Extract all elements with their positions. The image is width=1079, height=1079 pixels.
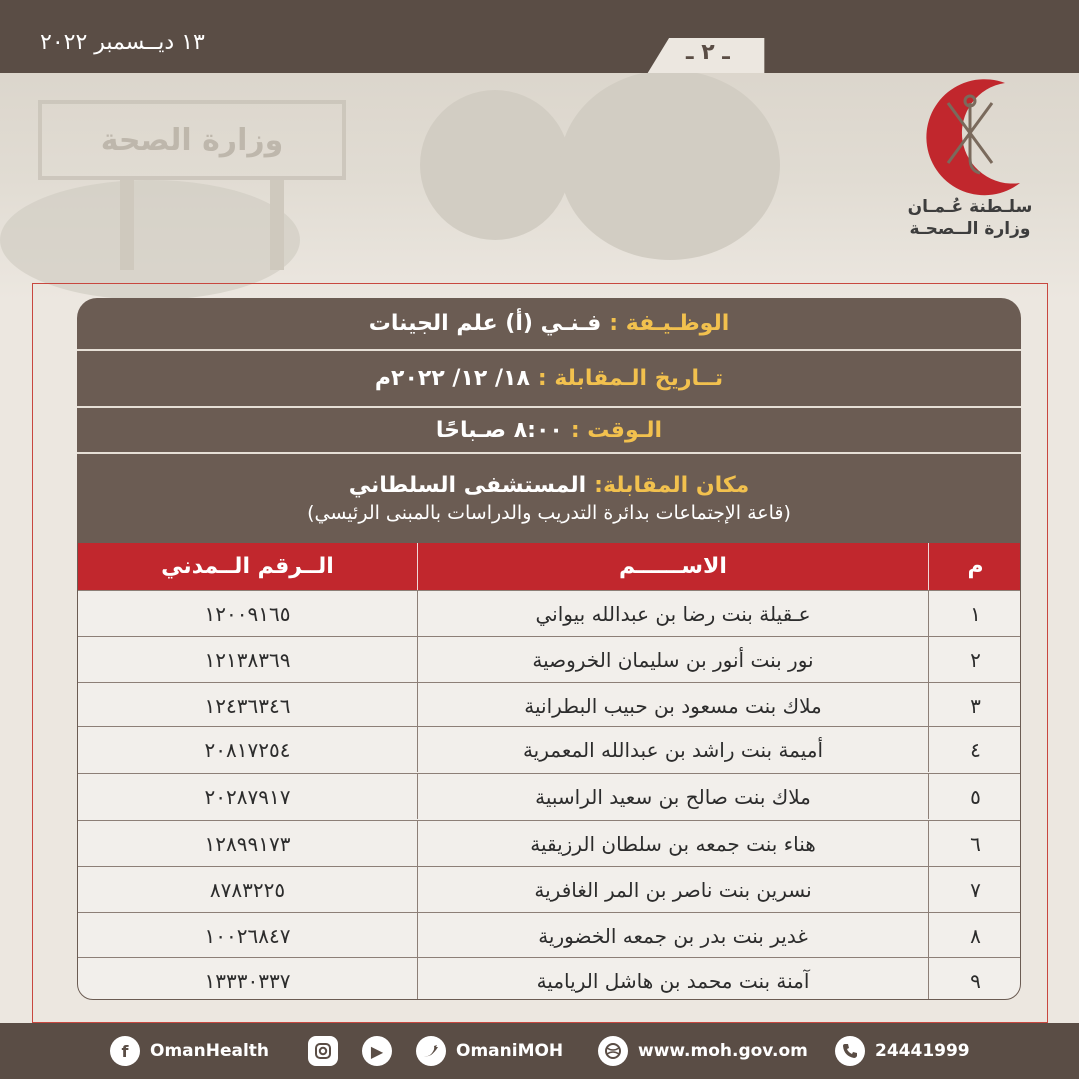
row-civil-id: ١٣٣٣٠٣٣٧ — [204, 968, 291, 993]
row-civil-id: ٢٠٨١٧٢٥٤ — [204, 737, 291, 762]
table-row — [78, 636, 1021, 682]
row-name: غدير بنت بدر بن جمعه الخضورية — [417, 913, 928, 958]
job-label: الوظـيـفة : — [609, 311, 730, 336]
website-link[interactable] — [598, 1036, 808, 1066]
column-header-number: م — [928, 543, 1021, 590]
twitter-icon — [416, 1036, 446, 1066]
table-row — [78, 957, 1021, 1000]
footer-bar — [0, 1023, 1079, 1079]
header-date: ١٣ ديــسمبر ٢٠٢٢ — [40, 30, 205, 55]
column-header-name: الاســــــم — [417, 543, 928, 590]
background-tree — [560, 70, 780, 260]
row-civil-id: ١٠٠٢٦٨٤٧ — [204, 923, 291, 948]
facebook-handle: OmanHealth — [150, 1041, 270, 1061]
social-handle: OmaniMOH — [456, 1041, 564, 1061]
time-row — [77, 408, 1021, 454]
date-value: ١٨/ ١٢/ ٢٠٢٢م — [374, 366, 530, 391]
row-civil-id: ٨٧٨٣٢٢٥ — [209, 877, 286, 902]
row-number: ٦ — [928, 821, 1021, 866]
globe-icon — [598, 1036, 628, 1066]
phone-link[interactable] — [835, 1036, 970, 1066]
column-header-civil-id: الــرقم الــمدني — [161, 554, 334, 579]
date-label: تــاريخ الـمقابلة : — [537, 366, 724, 391]
row-civil-id: ١٢١٣٨٣٦٩ — [204, 647, 291, 672]
row-number: ٨ — [928, 913, 1021, 958]
time-label: الـوقت : — [570, 417, 663, 443]
table-row — [78, 820, 1021, 866]
twitter-link[interactable] — [416, 1036, 563, 1066]
row-number: ٥ — [928, 774, 1021, 819]
row-number: ٩ — [928, 958, 1021, 1000]
date-row — [77, 351, 1021, 408]
row-name: نسرين بنت ناصر بن المر الغافرية — [417, 867, 928, 912]
table-row — [78, 866, 1021, 912]
row-name: هناء بنت جمعه بن سلطان الرزيقية — [417, 821, 928, 866]
facebook-icon: f — [110, 1036, 140, 1066]
place-line — [349, 473, 750, 498]
instagram-link[interactable] — [308, 1036, 348, 1066]
row-number: ٢ — [928, 637, 1021, 682]
phone-number: 24441999 — [875, 1041, 970, 1061]
interview-info-box — [77, 298, 1021, 542]
row-number: ٧ — [928, 867, 1021, 912]
place-value: المستشفى السلطاني — [348, 472, 587, 498]
table-row — [78, 682, 1021, 728]
row-name: آمنة بنت محمد بن هاشل الريامية — [417, 958, 928, 1000]
page-number: ـ ٢ ـ — [686, 40, 730, 65]
sign-pole — [270, 180, 284, 270]
top-bar — [0, 0, 1079, 73]
row-name: نور بنت أنور بن سليمان الخروصية — [417, 637, 928, 682]
youtube-link[interactable] — [362, 1036, 402, 1066]
place-note: (قاعة الإجتماعات بدائرة التدريب والدراسات بالمبنى الرئيسي) — [307, 501, 791, 524]
row-civil-id: ٢٠٢٨٧٩١٧ — [204, 784, 291, 809]
sign-pole — [120, 180, 134, 270]
ministry-name — [895, 196, 1045, 240]
table-row — [78, 590, 1021, 636]
table-row — [78, 726, 1021, 772]
facebook-link[interactable] — [110, 1036, 269, 1066]
row-civil-id: ١٢٤٣٦٣٤٦ — [204, 693, 291, 718]
candidates-table — [77, 542, 1021, 1000]
job-value: فـنـي (أ) علم الجينات — [368, 311, 602, 336]
table-header — [78, 543, 1021, 590]
ministry-line2: وزارة الــصحـة — [909, 219, 1031, 239]
table-row — [78, 912, 1021, 958]
row-name: عـقيلة بنت رضا بن عبدالله بيواني — [417, 591, 928, 636]
website-url: www.moh.gov.om — [638, 1041, 808, 1061]
background-sign: وزارة الصحة — [38, 100, 346, 180]
row-number: ٣ — [928, 683, 1021, 728]
ministry-line1: سلـطنة عُـمـان — [907, 197, 1033, 217]
table-row — [78, 773, 1021, 819]
place-row — [77, 454, 1021, 542]
row-civil-id: ١٢٨٩٩١٧٣ — [204, 831, 291, 856]
youtube-icon: ▶ — [362, 1036, 392, 1066]
background-tree — [420, 90, 570, 240]
instagram-icon — [308, 1036, 338, 1066]
place-label: مكان المقابلة: — [594, 472, 750, 498]
background-shrub — [0, 180, 300, 300]
row-name: ملاك بنت صالح بن سعيد الراسبية — [417, 774, 928, 819]
row-name: ملاك بنت مسعود بن حبيب البطرانية — [417, 683, 928, 728]
row-civil-id: ١٢٠٠٩١٦٥ — [204, 601, 291, 626]
row-number: ١ — [928, 591, 1021, 636]
job-row — [77, 298, 1021, 351]
row-name: أميمة بنت راشد بن عبدالله المعمرية — [417, 727, 928, 772]
time-value: ٨:٠٠ صـباحًا — [435, 417, 563, 443]
phone-icon — [835, 1036, 865, 1066]
row-number: ٤ — [928, 727, 1021, 772]
